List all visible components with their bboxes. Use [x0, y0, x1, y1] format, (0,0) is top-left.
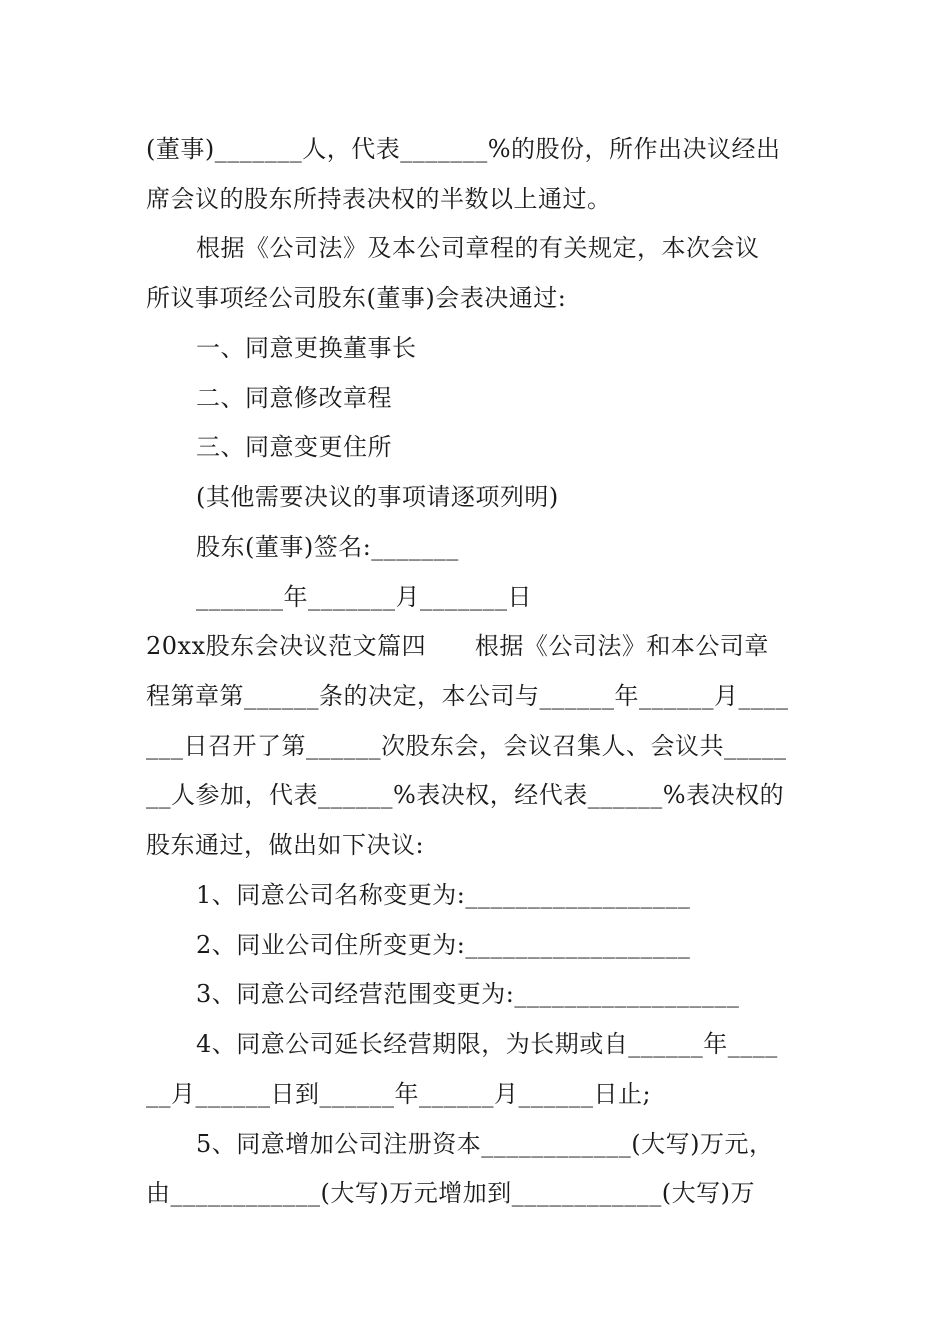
list-item: 3、同意公司经营范围变更为:__________________ [196, 980, 740, 1008]
date-line: _______年_______月_______日 [196, 583, 532, 611]
list-item: 5、同意增加公司注册资本____________(大写)万元， [196, 1130, 774, 1158]
list-item: 2、同业公司住所变更为:__________________ [196, 931, 691, 959]
text-line: __月______日到______年______月______日止; [146, 1080, 652, 1108]
text-line: 所议事项经公司股东(董事)会表决通过: [146, 284, 567, 312]
text-line: (董事)_______人，代表_______%的股份，所作出决议经出 [146, 135, 781, 163]
text-line: 根据《公司法》及本公司章程的有关规定，本次会议 [196, 234, 760, 262]
text-line: (其他需要决议的事项请逐项列明) [196, 483, 559, 511]
text-line: __人参加，代表______%表决权，经代表______%表决权的 [146, 781, 785, 809]
text-line: 席会议的股东所持表决权的半数以上通过。 [146, 185, 612, 213]
text-line: ___日召开了第______次股东会，会议召集人、会议共_____ [146, 732, 787, 760]
list-item: 一、同意更换董事长 [196, 334, 417, 362]
text-line: 由____________(大写)万元增加到____________(大写)万 [146, 1179, 755, 1207]
text-line: 程第章第______条的决定，本公司与______年______月____ [146, 682, 789, 710]
list-item: 4、同意公司延长经营期限，为长期或自______年____ [196, 1030, 778, 1058]
list-item: 二、同意修改章程 [196, 384, 392, 412]
section-heading: 20xx股东会决议范文篇四 根据《公司法》和本公司章 [146, 632, 769, 660]
list-item: 1、同意公司名称变更为:__________________ [196, 881, 691, 909]
list-item: 三、同意变更住所 [196, 433, 392, 461]
text-line: 股东通过，做出如下决议: [146, 831, 425, 859]
signature-line: 股东(董事)签名:_______ [196, 533, 459, 561]
